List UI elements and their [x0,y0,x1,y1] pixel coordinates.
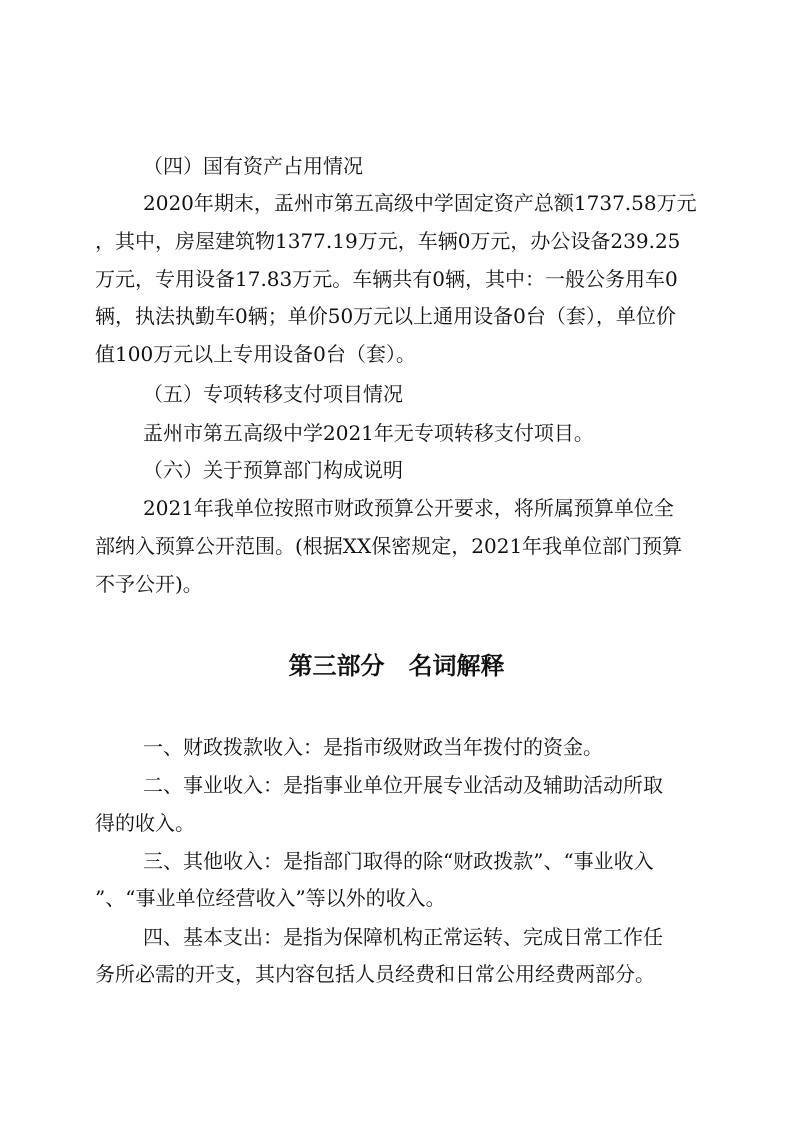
part3-heading: 第三部分 名词解释 [288,652,505,680]
section4-title: （四）国有资产占用情况 [143,154,363,178]
section6-title: （六）关于预算部门构成说明 [143,458,403,482]
definition-line: 一、财政拨款收入：是指市级财政当年拨付的资金。 [143,735,603,759]
section6-line-3: 不予公开)。 [95,572,203,596]
section5-title: （五）专项转移支付项目情况 [143,382,403,406]
section6-line-1: 2021年我单位按照市财政预算公开要求，将所属预算单位全 [143,496,674,520]
definition-line: 得的收入。 [95,811,195,835]
definition-line: ”、“事业单位经营收入”等以外的收入。 [95,886,446,910]
definition-line: 二、事业收入：是指事业单位开展专业活动及辅助活动所取 [143,773,663,797]
section4-line-3: 万元，专用设备17.83万元。车辆共有0辆，其中：一般公务用车0 [95,267,678,291]
definition-line: 四、基本支出：是指为保障机构正常运转、完成日常工作任 [143,925,663,949]
section6-line-2: 部纳入预算公开范围。(根据XX保密规定，2021年我单位部门预算 [95,534,683,558]
section4-line-4: 辆，执法执勤车0辆；单价50万元以上通用设备0台（套），单位价 [95,304,676,328]
section5-text: 盂州市第五高级中学2021年无专项转移支付项目。 [143,421,594,445]
section4-line-1: 2020年期末，盂州市第五高级中学固定资产总额1737.58万元 [143,191,697,215]
section4-line-5: 值100万元以上专用设备0台（套）。 [95,342,416,366]
section4-line-2: ，其中，房屋建筑物1377.19万元，车辆0万元，办公设备239.25 [95,229,681,253]
definition-line: 三、其他收入：是指部门取得的除“财政拨款”、“事业收入 [143,849,654,873]
definition-line: 务所必需的开支，其内容包括人员经费和日常公用经费两部分。 [95,962,655,986]
